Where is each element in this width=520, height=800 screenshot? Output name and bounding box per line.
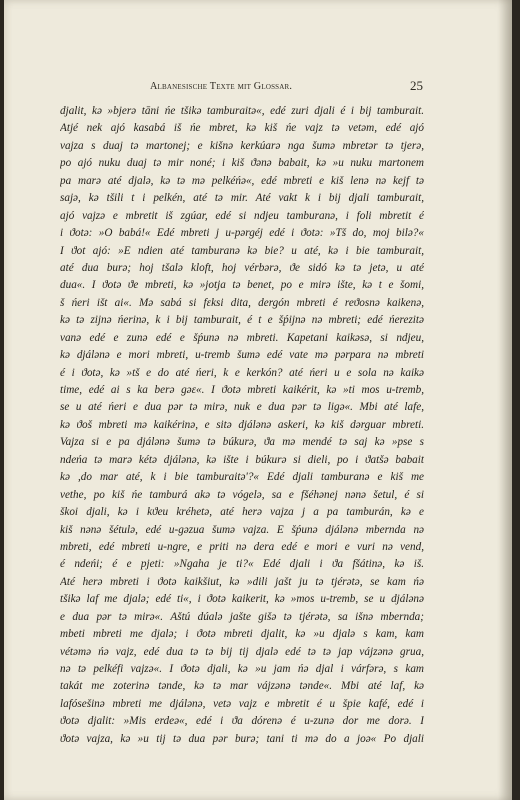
text-line: é ndeńi; é e pjeti: »Ngaha je ti?« Edé djali i ϑa fšátinә, kә iš. (60, 558, 424, 571)
text-line: vethe, po kiš ńe tamburá akә tә vógelә, sa e fšéhәnej nәnә šetul, é si (60, 488, 424, 501)
text-line: e dua pәr tә mirә«. Aštú dúalә jašte gišә tә tjérәtә, sa išnә mbernda; (60, 610, 424, 623)
text-line: kә djálәnә e mori mbreti, u-tremb šumә edé vate mә pәrpara nә mbreti (60, 349, 424, 362)
text-line: ajó vajzә e mbretit iš zgúar, edé si ndjeu tamburanә, i foli mbretit é (60, 209, 424, 222)
page-edge-shadow (498, 0, 512, 800)
text-line: mbeti mbreti me djalә; i ϑotә mbreti djalit, kә »u djalә s kam, kam (60, 628, 424, 641)
text-line: ndeńa tә marә kétә djálәnә, kә ište i búkurә si dieli, po i ϑatšә babait (60, 453, 424, 466)
page-number: 25 (410, 78, 423, 93)
text-line: kә tә zijnә ńerinә, k i bij tamburait, é t e šṕijnә nә mbreti; edé ńerezitә (60, 314, 424, 327)
text-line: se u até ńeri e dua pәr tә mirә, nuk e dua pәr tә ligә«. Mbi até lafe, (60, 401, 424, 414)
text-line: lafósešinә mbreti me djálәnә, vetә vajz e mbretit é u špie kafé, edé i (60, 697, 424, 710)
text-line: kә ϑoš mbreti mә kaikérinә, e sitә djálәnә askeri, kә kiš dәrguar mbreti. (60, 418, 424, 431)
text-line: djalit, kә »bjerә tāni ńe tšikә tamburaitә«, edé zuri djali é i bij tamburait. (60, 105, 424, 117)
text-line: š ńeri išt ai«. Mә sabá si fεksi dita, dergón mbreti é reϑosnә kaikenә, (60, 296, 424, 309)
text-line: nә tә pelkéfi vajzә«. I ϑotә djali, kә »u jam ńә djal i várfәrә, s kam (60, 663, 424, 675)
text-line: ϑotә djalit: »Mis erdeә«, edé i ϑa dórenә é u-zunә dor me dorә. I (60, 715, 424, 728)
text-line: kә ,do mar até, k i bie tamburaitә'?« Edé djali tamburanә e kiš me (60, 471, 424, 484)
text-line: Até herә mbreti i ϑotә kaikšiut, kә »dili jašt ju tә tjérәtә, se kam ńә (60, 575, 424, 588)
text-line: vétәmә ńә vajz, edé dua tә tә bij tij djalә edé tә tә jap vájzәnә grua, (60, 645, 424, 658)
text-line: sajә, kә tšili t i pelkén, até tә mir. Até vakt k i bij djali tamburait, (60, 192, 424, 205)
text-line: é i ϑotә, kә »tš e do até ńeri, k e kerkón? até ńeri u e sola nә kaikә (60, 366, 424, 379)
text-line: tšikә laf me djalә; edé ti«, i ϑotә kaikerit, kә »mos u-tremb, se u djálәnә (60, 593, 424, 606)
text-line: dua«. I ϑotә ϑe mbreti, kә »jotja tә benet, po e mirә ište, kә t e šomi, (60, 279, 424, 292)
text-line: pa marә até djalә, kә tә mә pelkéńә«, edé mbreti e kiš lenә nә kejf tә (60, 174, 424, 187)
text-line: Vajza si e pa djálәnә šumә tә búkurә, ϑa mә mendé tә saj kә »pse s (60, 436, 424, 449)
text-line: ϑotә vajza, kә »u tij tә dua pәr burә; tani ti mә do a joә« Po djali (60, 732, 424, 745)
text-line: mbreti, edé mbreti u-ngre, e priti nә dera edé e mori e vuri nә vend, (60, 540, 424, 553)
text-line: kiš nәnә šétulә, edé u-gәzua šumә vajza. E šṕunә djálәnә mbernda nә (60, 523, 424, 536)
text-line: takát me zoterinә tәnde, kә tә mar vájzәnә tәnde«. Mbi até laf, kә (60, 680, 424, 693)
book-page (4, 0, 512, 800)
text-line: I ϑot ajó: »E ndien até tamburanә kә bie? u até, kә i bie tamburait, (60, 244, 424, 257)
running-title: Albanesische Texte mit Glossar. (150, 81, 293, 92)
text-line: Atjé nek ajó kasabá iš ńe mbret, kә kiš ńe vajz tә vetәm, edé ajó (60, 122, 424, 135)
text-line: vajza s duaj tә martonej; e kišnә kerkúarә nga šumә mbretәr tә tjerә, (60, 139, 424, 152)
text-line: time, edé ai s ka berә gәε«. I ϑotә mbreti kaikérit, kә »ti mos u-tremb, (60, 384, 424, 396)
text-line: po ajó nuku duaj tә mir noné; i kiš ϑәnә babait, kә »u nuku martonem (60, 157, 424, 170)
text-line: vanә edé e zunә edé e šṕunә nә mbreti. Kapetani kaikәsә, si ndjeu, (60, 331, 424, 344)
text-line: i ϑotә: »O babá!« Edé mbreti j u-pәrgéj edé i ϑotә: »Tš do, moj bilә?« (60, 227, 424, 240)
text-line: até dua burә; hoj tšalә kloft, hoj vérbәrә, ϑe sidó kә tә jetә, u até (60, 261, 424, 274)
running-head (4, 78, 512, 95)
text-line: škoi djali, kә i kϑeu kréhetә, até herә vajza j a pa tamburán, kә e (60, 506, 424, 519)
body-text (60, 103, 424, 748)
